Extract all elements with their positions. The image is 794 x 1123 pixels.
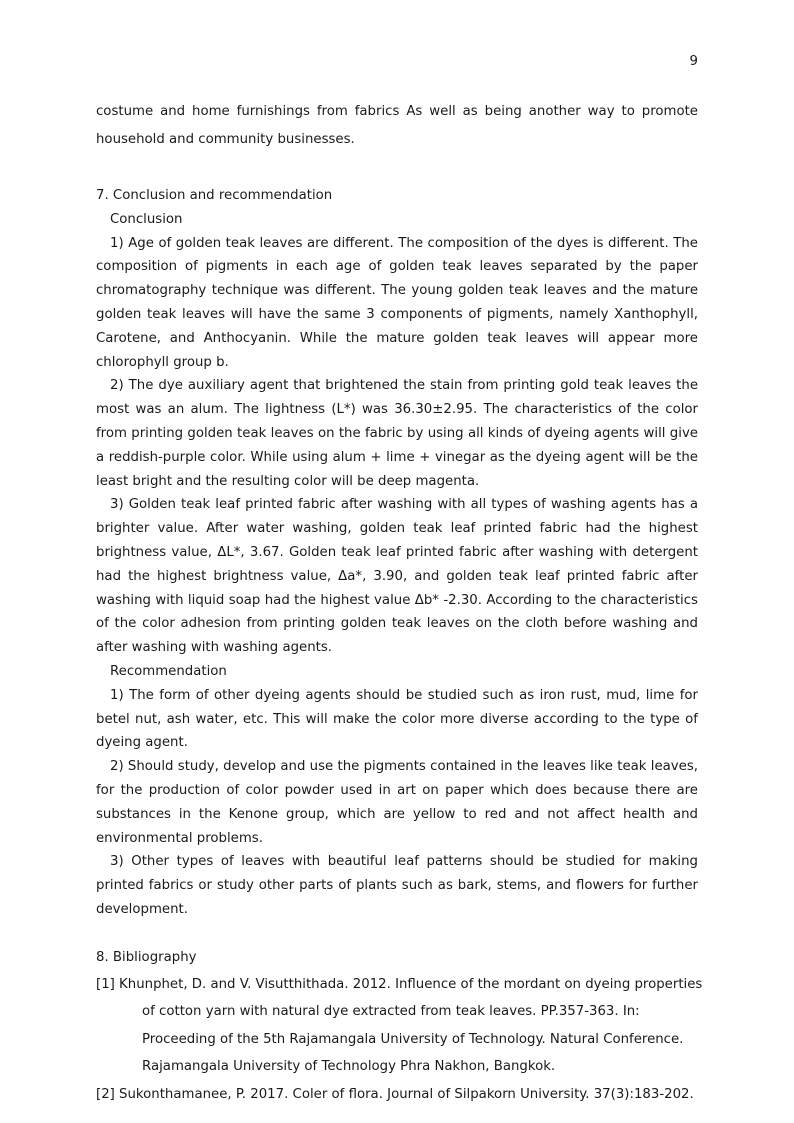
spacer bbox=[96, 154, 698, 184]
reference-1-line-3: Proceeding of the 5th Rajamangala University of Technology. Natural Conference. bbox=[142, 1031, 684, 1047]
page-content bbox=[96, 98, 703, 1108]
recommendation-item-1: 1) The form of other dyeing agents should be studied such as iron rust, mud, lime for betel nut, ash water, etc. This will make the color more diverse according to the type of dyeing agent. bbox=[96, 687, 698, 751]
conclusion-item-1: 1) Age of golden teak leaves are different. The composition of the dyes is different. The composition of pigments in each age of golden teak leaves separated by the paper chromatography technique was different. The young golden teak leaves and the mature golden teak leaves will have the same 3 components of pigments, namely Xanthophyll, Carotene, and Anthocyanin. While the mature golden teak leaves will appear more chlorophyll group b. bbox=[96, 235, 698, 370]
reference-2 bbox=[96, 1081, 698, 1109]
conclusion-heading: Conclusion bbox=[110, 211, 183, 227]
conclusion-item-3: 3) Golden teak leaf printed fabric after washing with all types of washing agents has a brighter value. After water washing, golden teak leaf printed fabric had the highest brightness value, ΔL*, 3.67. Golden teak leaf printed fabric after washing with detergent had the highest brightness value, Δa*, 3.90, and golden teak leaf printed fabric after washing with liquid soap had the highest value Δb* -2.30. According to the characteristics of the color adhesion from printing golden teak leaves on the cloth before washing and after washing with washing agents. bbox=[96, 497, 698, 656]
recommendation-heading: Recommendation bbox=[110, 663, 227, 679]
reference-2-line-1: [2] Sukonthamanee, P. 2017. Coler of flora. Journal of Silpakorn University. 37(3):183-202. bbox=[96, 1086, 694, 1102]
reference-1-line-2: of cotton yarn with natural dye extracted from teak leaves. PP.357-363. In: bbox=[142, 1004, 640, 1020]
section-7-heading: 7. Conclusion and recommendation bbox=[96, 188, 333, 203]
reference-1-line-4: Rajamangala University of Technology Phra Nakhon, Bangkok. bbox=[142, 1059, 556, 1075]
recommendation-item-2: 2) Should study, develop and use the pigments contained in the leaves like teak leaves, for the production of color powder used in art on paper which does because there are substances in the Kenone group, which are yellow to red and not affect health and environmental problems. bbox=[96, 759, 698, 846]
reference-1 bbox=[96, 971, 703, 1081]
page-number: 9 bbox=[689, 54, 698, 69]
recommendation-item-3: 3) Other types of leaves with beautiful leaf patterns should be studied for making printed fabrics or study other parts of plants such as bark, stems, and flowers for further development. bbox=[96, 854, 698, 917]
intro-paragraph: costume and home furnishings from fabrics As well as being another way to promote household and community businesses. bbox=[96, 104, 698, 147]
reference-1-line-1: [1] Khunphet, D. and V. Visutthithada. 2012. Influence of the mordant on dyeing properties bbox=[96, 976, 703, 992]
section-8-heading: 8. Bibliography bbox=[96, 949, 197, 965]
spacer bbox=[96, 922, 698, 944]
conclusion-item-2: 2) The dye auxiliary agent that brightened the stain from printing gold teak leaves the most was an alum. The lightness (L*) was 36.30±2.95. The characteristics of the color from printing golden teak leaves on the fabric by using all kinds of dyeing agents will give a reddish-purple color. While using alum + lime + vinegar as the dyeing agent will be the least bright and the resulting color will be deep magenta. bbox=[96, 378, 698, 489]
